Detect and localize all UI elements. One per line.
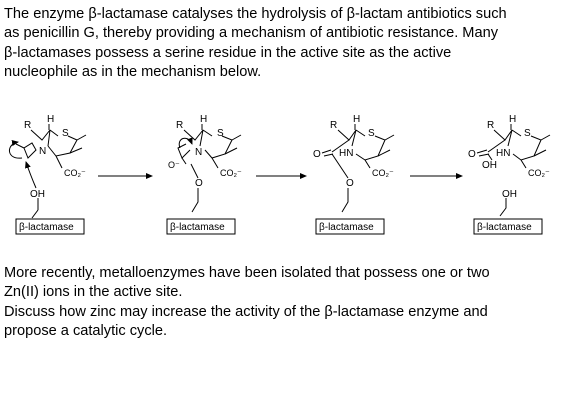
structure-3-acyl-enzyme — [313, 114, 394, 234]
question-line-1: More recently, metalloenzymes have been isolated that possess one or two — [4, 265, 490, 281]
carboxylate-label: CO₂⁻ — [528, 168, 550, 178]
amine-label: HN — [339, 148, 354, 159]
h-label: H — [509, 114, 517, 125]
h-label: H — [47, 114, 55, 125]
intro-line-4: nucleophile as in the mechanism below. — [4, 64, 262, 81]
h-label: H — [200, 114, 208, 125]
intro-line-1: The enzyme β-lactamase catalyses the hydrolysis of β-lactam antibiotics such — [4, 6, 507, 22]
intro-line-2: as penicillin G, thereby providing a mechanism of antibiotic resistance. Many — [4, 25, 498, 42]
structure-4-hydrolysed-product — [468, 114, 550, 234]
carboxyl-oh-label: OH — [482, 160, 497, 171]
r-group-label: R — [330, 120, 338, 131]
oxyanion-label: O⁻ — [168, 160, 180, 170]
question-line-4: propose a catalytic cycle. — [4, 323, 168, 340]
h-label: H — [353, 114, 361, 125]
carboxylate-label: CO₂⁻ — [372, 168, 394, 178]
carboxylate-label: CO₂⁻ — [220, 168, 242, 178]
carbonyl-o-label: O — [313, 149, 321, 160]
serine-oh-label: OH — [502, 189, 517, 200]
enzyme-label-3: β-lactamase — [319, 222, 374, 233]
question-line-2: Zn(II) ions in the active site. — [4, 284, 183, 301]
s-label: S — [62, 128, 69, 139]
structure-1-penicillin-serine — [9, 114, 86, 234]
enzyme-box-1 — [16, 219, 84, 234]
s-label: S — [524, 128, 531, 139]
question-paragraph — [4, 264, 566, 342]
structure-2-tetrahedral-intermediate — [167, 114, 242, 234]
carboxylate-label: CO₂⁻ — [64, 168, 86, 178]
serine-mechanism-scheme — [0, 98, 569, 248]
r-group-label: R — [24, 120, 32, 131]
intro-paragraph — [4, 5, 566, 83]
s-label: S — [368, 128, 375, 139]
serine-oh-label: OH — [30, 189, 45, 200]
enzyme-label-2: β-lactamase — [170, 222, 225, 233]
n-label: N — [39, 146, 47, 157]
r-group-label: R — [487, 120, 495, 131]
intro-line-3: β-lactamases possess a serine residue in the active site as the active — [4, 44, 452, 61]
amine-label: HN — [496, 148, 511, 159]
question-line-3: Discuss how zinc may increase the activity of the β-lactamase enzyme and — [4, 303, 488, 320]
n-label: N — [195, 147, 203, 158]
carboxyl-o-label: O — [468, 149, 476, 160]
ester-o-label: O — [346, 178, 354, 189]
serine-o-label: O — [195, 178, 203, 189]
enzyme-box-4 — [474, 219, 542, 234]
enzyme-box-2 — [167, 219, 235, 234]
r-group-label: R — [176, 120, 184, 131]
enzyme-label-4: β-lactamase — [477, 222, 532, 233]
s-label: S — [217, 128, 224, 139]
enzyme-box-3 — [316, 219, 384, 234]
enzyme-label-1: β-lactamase — [19, 222, 74, 233]
